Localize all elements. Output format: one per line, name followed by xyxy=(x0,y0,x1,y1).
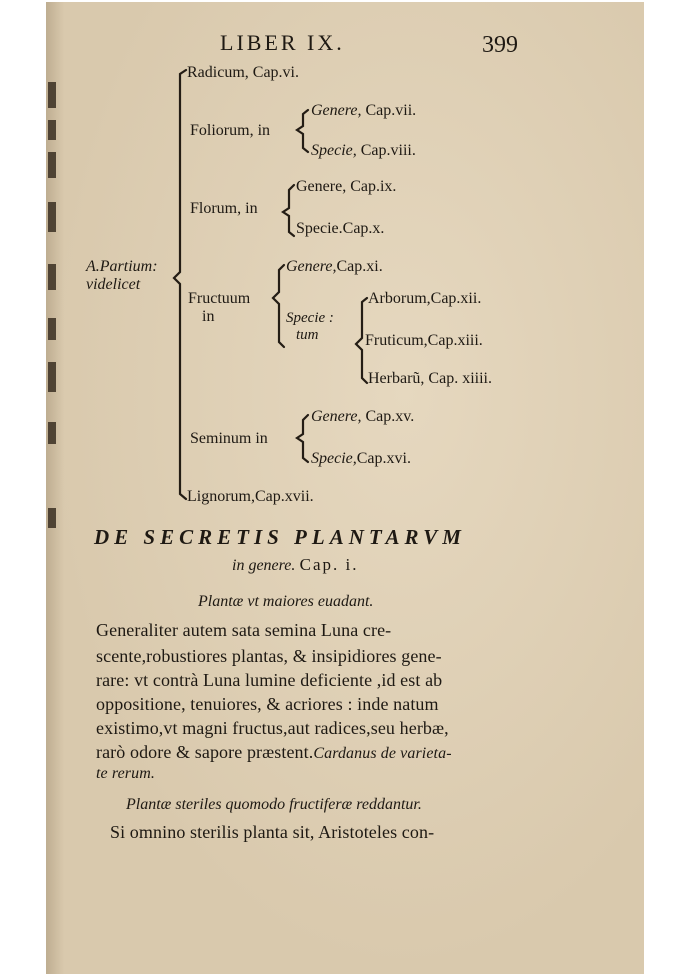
seminum-genere-cap: Cap.xv. xyxy=(361,408,415,425)
page-number: 399 xyxy=(482,32,518,58)
herbarum-item: Herbarũ, Cap. xiiii. xyxy=(368,370,492,387)
foliorum-genere-label: Genere, xyxy=(311,102,362,119)
fructuum-genere-label: Genere, xyxy=(286,258,337,275)
chapter-label: Cap. i. xyxy=(299,555,359,574)
running-header: LIBER IX. xyxy=(220,30,345,55)
seminum-specie xyxy=(311,450,411,468)
seminum-genere-label: Genere, xyxy=(311,408,362,425)
section-subheading xyxy=(232,555,359,575)
foliorum-genere-cap: Cap.vii. xyxy=(361,102,417,119)
root-line2: videlicet xyxy=(86,276,141,293)
body-line: Generaliter autem sata semina Luna cre- xyxy=(96,620,392,640)
root-label xyxy=(86,258,158,294)
body-line: scente,robustiores plantas, & insipidiores gene- xyxy=(96,646,442,666)
body-line: rare: vt contrà Luna lumine deficiente ,id est ab xyxy=(96,670,443,690)
florum-brace xyxy=(283,185,294,236)
foliorum-specie-label: Specie, xyxy=(311,142,357,159)
foliorum-specie-cap: Cap.viii. xyxy=(356,142,416,159)
fructuum-specie-line1: Specie : xyxy=(286,310,334,326)
fructuum-genere xyxy=(286,258,383,276)
body-line: existimo,vt magni fructus,aut radices,seu herbæ, xyxy=(96,718,449,738)
foliorum-brace xyxy=(297,110,308,152)
foliorum-item: Foliorum, in xyxy=(190,122,271,139)
fructuum-specie xyxy=(286,310,334,344)
body-line: Si omnino sterilis planta sit, Aristoteles con- xyxy=(110,822,435,842)
florum-genere: Genere, Cap.ix. xyxy=(296,178,397,195)
florum-specie: Specie.Cap.x. xyxy=(296,220,385,237)
paragraph1-title: Plantæ vt maiores euadant. xyxy=(198,593,374,610)
seminum-brace xyxy=(297,415,308,462)
paragraph2-title: Plantæ steriles quomodo fructiferæ reddantur. xyxy=(126,796,422,813)
seminum-item: Seminum in xyxy=(190,430,268,447)
seminum-specie-cap: Cap.xvi. xyxy=(356,450,411,467)
fructuum-item xyxy=(188,290,250,326)
florum-item: Florum, in xyxy=(190,200,258,217)
section-sub-italic: in genere. xyxy=(232,557,296,574)
body-line: oppositione, tenuiores, & acriores : inde natum xyxy=(96,694,439,714)
book-page xyxy=(46,2,644,974)
seminum-genere xyxy=(311,408,414,426)
root-line1: A.Partium: xyxy=(86,258,158,275)
body-line-with-citation xyxy=(96,742,452,763)
citation-continued: te rerum. xyxy=(96,765,155,782)
fruticum-item: Fruticum,Cap.xiii. xyxy=(365,332,483,349)
foliorum-genere xyxy=(311,102,416,120)
body-line-text: rarò odore & sapore præstent. xyxy=(96,742,314,762)
fructuum-specie-line2: tum xyxy=(296,327,319,343)
arborum-item: Arborum,Cap.xii. xyxy=(368,290,482,307)
citation: Cardanus de varieta- xyxy=(313,745,452,762)
fructuum-brace xyxy=(273,265,284,347)
section-heading: DE SECRETIS PLANTARVM xyxy=(94,525,466,549)
fructuum-line2: in xyxy=(202,308,215,325)
radicum-item: Radicum, Cap.vi. xyxy=(187,64,299,81)
main-brace xyxy=(174,70,186,499)
fructuum-line1: Fructuum xyxy=(188,290,251,307)
fructuum-genere-cap: Cap.xi. xyxy=(336,258,383,275)
lignorum-item: Lignorum,Cap.xvii. xyxy=(187,488,314,505)
seminum-specie-label: Specie, xyxy=(311,450,357,467)
foliorum-specie xyxy=(311,142,416,160)
